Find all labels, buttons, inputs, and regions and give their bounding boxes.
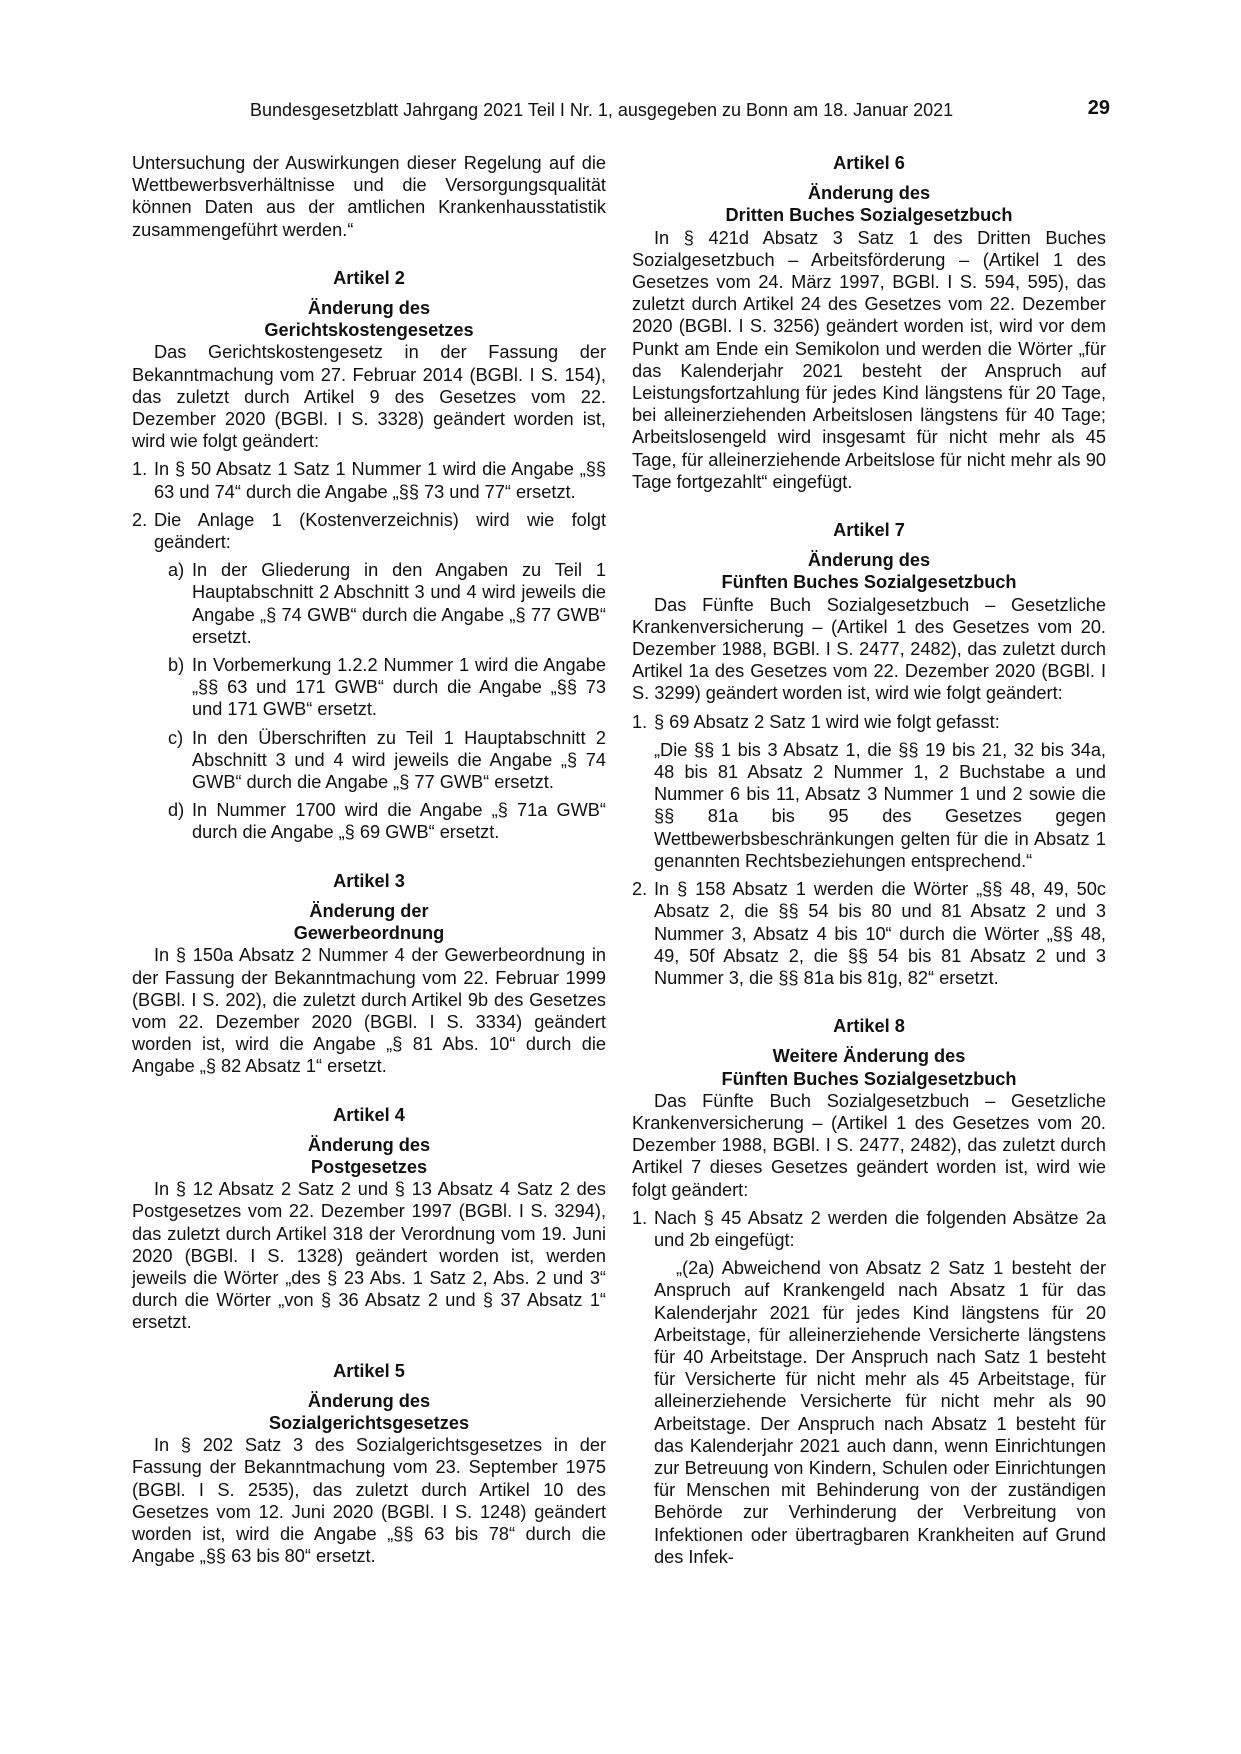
artikel-5-body: In § 202 Satz 3 des Sozialgerichtsgesetzes in der Fassung der Bekanntmachung vom 23. September 1975 (BGBl. I S. 2535), das zuletzt durch Artikel 10 des Gesetzes vom 12. Juni 2020 (BGBl. I S. 1248) geändert worden ist, wird die Angabe „§§ 63 bis 78“ durch die Angabe „§§ 63 bis 80“ ersetzt. <box>132 1435 606 1567</box>
sub-item <box>132 727 606 794</box>
sub-item-letter: d) <box>168 800 185 821</box>
artikel-3-title-line1: Änderung der <box>309 900 429 921</box>
artikel-8-title <box>632 1045 1106 1089</box>
artikel-8-body: Das Fünfte Buch Sozialgesetzbuch – Gesetzliche Krankenversicherung – (Artikel 1 des Gesetzes vom 20. Dezember 1988, BGBl. I S. 2477, 2482), das zuletzt durch Artikel 7 dieses Gesetzes geändert worden ist, wird wie folgt geändert: <box>632 1090 1106 1200</box>
artikel-2-title-line2: Gerichtskostengesetzes <box>264 320 474 341</box>
artikel-8-label: Artikel 8 <box>833 1016 905 1037</box>
artikel-4-label: Artikel 4 <box>333 1104 405 1125</box>
artikel-4-title <box>132 1134 606 1178</box>
artikel-3-title-line2: Gewerbeordnung <box>293 923 445 944</box>
sub-item-text: In Vorbemerkung 1.2.2 Nummer 1 wird die Angabe „§§ 63 und 171 GWB“ durch die Angabe „§§ 73 und 171 GWB“ ersetzt. <box>192 655 606 720</box>
left-column <box>132 152 606 1567</box>
artikel-2-label: Artikel 2 <box>333 267 405 288</box>
list-item <box>632 878 1106 989</box>
artikel-4-body: In § 12 Absatz 2 Satz 2 und § 13 Absatz 4 Satz 2 des Postgesetzes vom 22. Dezember 1997 (BGBl. I S. 3294), das zuletzt durch Artikel 318 der Verordnung vom 19. Juni 2020 (BGBl. I S. 1328) geändert worden ist, werden jeweils die Wörter „des § 23 Abs. 1 Satz 2, Abs. 2 und 3“ durch die Wörter „von § 36 Absatz 2 und § 37 Absatz 1“ ersetzt. <box>132 1179 606 1333</box>
artikel-7-title-line1: Änderung des <box>807 550 931 571</box>
artikel-2-body: Das Gerichtskostengesetz in der Fassung der Bekanntmachung vom 27. Februar 2014 (BGBl. I S. 154), das zuletzt durch Artikel 9 des Gesetzes vom 22. Dezember 2020 (BGBl. I S. 3328) geändert worden ist, wird wie folgt geändert: <box>132 342 606 452</box>
right-column <box>632 152 1106 1568</box>
sub-item-text: In den Überschriften zu Teil 1 Hauptabschnitt 2 Abschnitt 3 und 4 wird jeweils die Angabe „§ 74 GWB“ durch die Angabe „§ 77 GWB“ ersetzt. <box>192 727 606 793</box>
artikel-6-title-line2: Dritten Buches Sozialgesetzbuch <box>725 205 1013 226</box>
artikel-7-list <box>632 711 1106 989</box>
item-number: 2. <box>132 509 148 530</box>
sub-item-text: In der Gliederung in den Angaben zu Teil 1 Hauptabschnitt 2 Abschnitt 3 und 4 wird jeweils die Angabe „§ 74 GWB“ durch die Angabe „§ 77 GWB“ ersetzt. <box>192 560 606 647</box>
item-text: § 69 Absatz 2 Satz 1 wird wie folgt gefasst: <box>654 711 1000 732</box>
artikel-5-title-line1: Änderung des <box>307 1390 431 1411</box>
artikel-7-body: Das Fünfte Buch Sozialgesetzbuch – Gesetzliche Krankenversicherung – (Artikel 1 des Gesetzes vom 20. Dezember 1988, BGBl. I S. 2477, 2482), das zuletzt durch Artikel 1a des Gesetzes vom 22. Dezember 2020 (BGBl. I S. 3299) geändert worden ist, wird wie folgt geändert: <box>632 594 1106 704</box>
item-text: In § 50 Absatz 1 Satz 1 Nummer 1 wird die Angabe „§§ 63 und 74“ durch die Angabe „§§ 73 und 77“ ersetzt. <box>154 459 606 502</box>
item-number: 1. <box>132 459 148 480</box>
list-item <box>132 509 606 553</box>
item-text: In § 158 Absatz 1 werden die Wörter „§§ 48, 49, 50c Absatz 2, die §§ 54 bis 80 und 81 Absatz 2 und 3 Nummer 3, Absatz 4 bis 10“ durch die Wörter „§§ 48, 49, 50f Absatz 2, die §§ 54 bis 81 Absatz 2 und 3 Nummer 3, die §§ 81a bis 81g, 82“ ersetzt. <box>654 879 1106 988</box>
list-item <box>132 458 606 502</box>
artikel-5-title-line2: Sozialgerichtsgesetzes <box>268 1412 470 1433</box>
artikel-6-body: In § 421d Absatz 3 Satz 1 des Dritten Buches Sozialgesetzbuch – Arbeitsförderung – (Artikel 1 des Gesetzes vom 24. März 1997, BGBl. I S. 594, 595), das zuletzt durch Artikel 24 des Gesetzes vom 22. Dezember 2020 (BGBl. I S. 3256) geändert worden ist, wird vor dem Punkt am Ende ein Semikolon und werden die Wörter „für das Kalenderjahr 2021 besteht der Anspruch auf Leistungsfortzahlung für jedes Kind längstens für 20 Tage, bei alleinerziehenden Arbeitslosen längstens für 40 Tage; Arbeitslosengeld wird insgesamt für nicht mehr als 45 Tage, für alleinerziehende Arbeitslose für nicht mehr als 90 Tage fortgezahlt“ eingefügt. <box>632 227 1106 492</box>
item-number: 1. <box>632 711 648 732</box>
sub-item-text: In Nummer 1700 wird die Angabe „§ 71a GWB“ durch die Angabe „§ 69 GWB“ ersetzt. <box>192 800 606 843</box>
artikel-5-label: Artikel 5 <box>333 1360 405 1381</box>
item-number: 2. <box>632 879 648 900</box>
page-number: 29 <box>1087 97 1110 119</box>
artikel-6-label: Artikel 6 <box>833 153 905 173</box>
artikel-2-title <box>132 297 606 341</box>
artikel-4-title-line2: Postgesetzes <box>310 1156 428 1177</box>
artikel-8-title-line1: Weitere Änderung des <box>772 1046 966 1067</box>
artikel-7-label: Artikel 7 <box>833 520 905 541</box>
item-text: Die Anlage 1 (Kostenverzeichnis) wird wie folgt geändert: <box>154 509 606 553</box>
artikel-8-title-line2: Fünften Buches Sozialgesetzbuch <box>721 1068 1017 1089</box>
sub-item <box>132 799 606 843</box>
artikel-5-title <box>132 1390 606 1434</box>
item-text: Nach § 45 Absatz 2 werden die folgenden Absätze 2a und 2b eingefügt: <box>654 1207 1106 1250</box>
artikel-7-title <box>632 549 1106 593</box>
quoted-text: „Die §§ 1 bis 3 Absatz 1, die §§ 19 bis 21, 32 bis 34a, 48 bis 81 Absatz 2 Nummer 1, 2 Buchstabe a und Nummer 6 bis 11, Absatz 3 Nummer 1 und 2 sowie die §§ 81a bis 95 des Gesetzes gegen Wettbewerbsbeschränkungen gelten für die in Absatz 1 genannten Rechtsbeziehungen entsprechend.“ <box>654 739 1106 871</box>
sub-item <box>132 654 606 721</box>
artikel-8-list <box>632 1207 1106 1568</box>
sub-item-letter: b) <box>168 655 185 676</box>
sub-item <box>132 559 606 648</box>
header-text: Bundesgesetzblatt Jahrgang 2021 Teil I Nr. 1, ausgegeben zu Bonn am 18. Januar 2021 <box>250 100 954 120</box>
quoted-text: „(2a) Abweichend von Absatz 2 Satz 1 besteht der Anspruch auf Krankengeld nach Absatz 1 für das Kalenderjahr 2021 für jedes Kind längstens für 20 Arbeitstage, für alleinerziehende Versicherte längstens für 40 Arbeitstage. Der Anspruch nach Satz 1 besteht für Versicherte für nicht mehr als 45 Arbeitstage, für alleinerziehende Versicherte für nicht mehr als 90 Arbeitstage. Der Anspruch nach Absatz 1 besteht für das Kalenderjahr 2021 auch dann, wenn Einrichtungen zur Betreuung von Kindern, Schulen oder Einrichtungen für Menschen mit Behinderung von der zuständigen Behörde zur Verhinderung der Verbreitung von Infektionen oder übertragbaren Krankheiten auf Grund des Infek- <box>654 1258 1106 1567</box>
artikel-6-title <box>632 182 1106 226</box>
list-item <box>632 1207 1106 1251</box>
sub-item-letter: c) <box>168 727 184 748</box>
sub-item-letter: a) <box>168 560 185 581</box>
intro-paragraph: Untersuchung der Auswirkungen dieser Regelung auf die Wettbewerbsverhältnisse und die Versorgungsqualität können Daten aus der amtlichen Krankenhausstatistik zusammengeführt werden.“ <box>132 153 606 240</box>
artikel-2-list <box>132 458 606 843</box>
artikel-6-title-line1: Änderung des <box>807 183 931 204</box>
artikel-3-title <box>132 900 606 944</box>
artikel-2-title-line1: Änderung des <box>307 298 431 319</box>
list-item <box>632 711 1106 733</box>
artikel-3-label: Artikel 3 <box>333 870 405 891</box>
item-number: 1. <box>632 1207 648 1228</box>
artikel-3-body: In § 150a Absatz 2 Nummer 4 der Gewerbeordnung in der Fassung der Bekanntmachung vom 22. Februar 1999 (BGBl. I S. 202), die zuletzt durch Artikel 9b des Gesetzes vom 22. Dezember 2020 (BGBl. I S. 3334) geändert worden ist, wird die Angabe „§ 81 Abs. 10“ durch die Angabe „§ 82 Absatz 1“ ersetzt. <box>132 945 606 1077</box>
artikel-7-title-line2: Fünften Buches Sozialgesetzbuch <box>721 572 1017 593</box>
artikel-4-title-line1: Änderung des <box>307 1134 431 1155</box>
page-header <box>250 97 1110 130</box>
